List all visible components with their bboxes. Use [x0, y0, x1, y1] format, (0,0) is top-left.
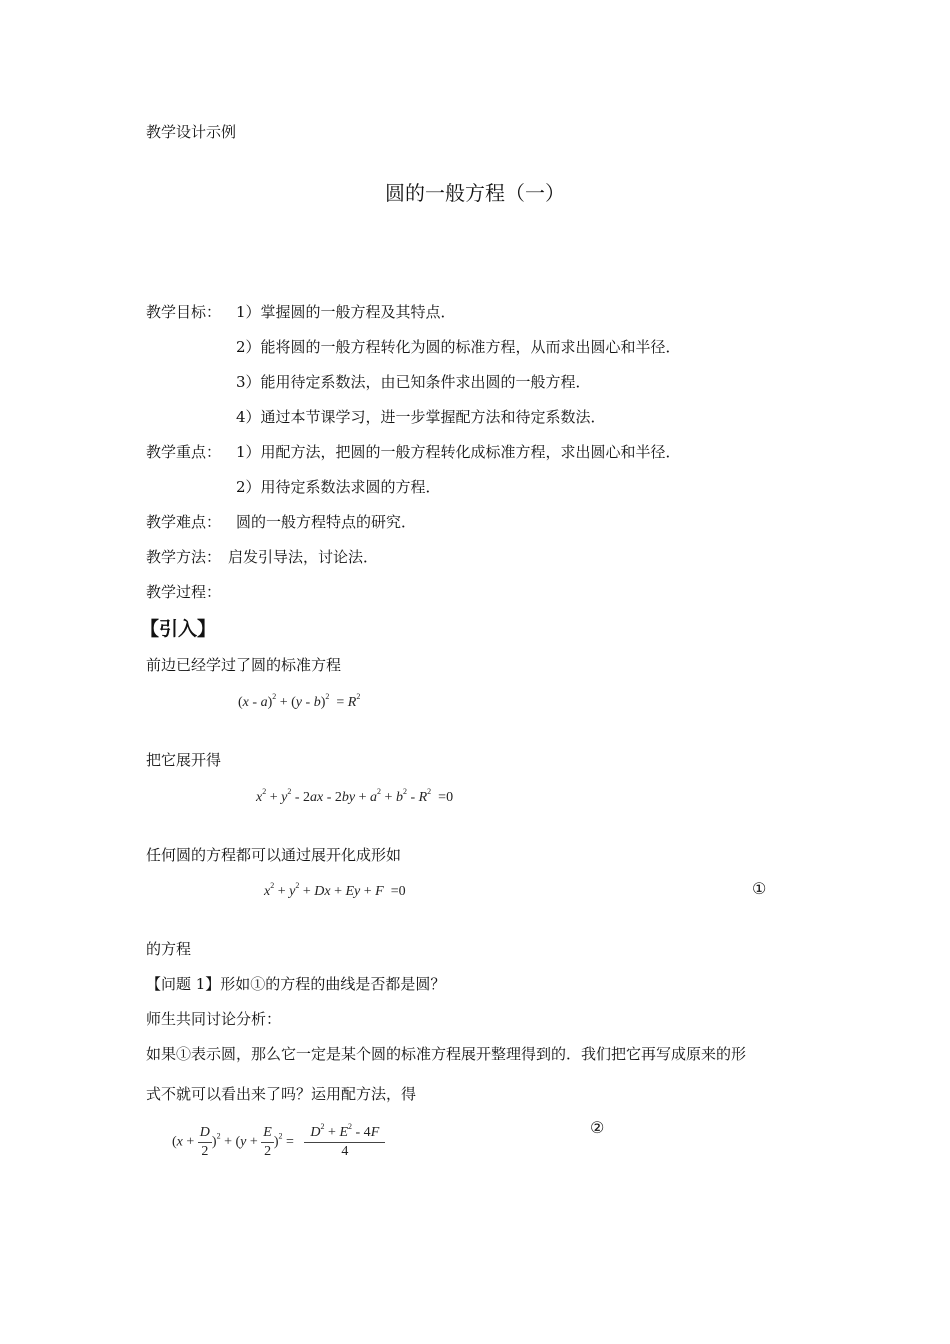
objectives-label: 教学目标：	[146, 303, 222, 321]
process-label: 教学过程：	[146, 583, 222, 601]
intro-paragraph: 前边已经学过了圆的标准方程	[146, 656, 342, 674]
objective-item: 4）通过本节课学习，进一步掌握配方法和待定系数法．	[236, 408, 606, 426]
key-point-item: 1）用配方法，把圆的一般方程转化成标准方程，求出圆心和半径．	[236, 443, 681, 461]
objective-item: 2）能将圆的一般方程转化为圆的标准方程，从而求出圆心和半径．	[236, 338, 681, 356]
intro-paragraph: 任何圆的方程都可以通过展开化成形如	[146, 846, 402, 864]
equation-marker-2: ②	[590, 1118, 605, 1137]
expanded-equation: $x^2 + y^2 - 2ax - 2by + a^2 + b^2 - R^2 =0$	[256, 787, 454, 805]
completed-square-equation: (x + $\frac{D}{2}$ )$^2$ + (y + $\frac{E}{2}$ )$^2$ = $\frac{D^2 + E^2 - 4F}{4}$	[172, 1124, 385, 1161]
general-equation: $x^2 + y^2 + Dx + Ey + F =0$	[264, 881, 406, 899]
key-points-label: 教学重点：	[146, 443, 222, 461]
intro-heading: 【引入】	[140, 618, 217, 640]
standard-equation: $(x - a)^2 + (y - b)^2 = R^2$	[238, 692, 361, 710]
document-title: 圆的一般方程（一）	[385, 181, 565, 205]
intro-paragraph: 式不就可以看出来了吗？运用配方法，得	[146, 1085, 417, 1103]
intro-paragraph: 的方程	[146, 940, 192, 958]
key-point-item: 2）用待定系数法求圆的方程．	[236, 478, 441, 496]
question-1: 【问题 1】形如①的方程的曲线是否都是圆？	[146, 975, 446, 993]
intro-paragraph: 如果①表示圆，那么它一定是某个圆的标准方程展开整理得到的．我们把它再写成原来的形	[146, 1045, 747, 1063]
equation-marker-1: ①	[752, 879, 767, 898]
method-text: 启发引导法，讨论法．	[228, 548, 379, 566]
objective-item: 3）能用待定系数法，由已知条件求出圆的一般方程．	[236, 373, 591, 391]
difficulty-text: 圆的一般方程特点的研究．	[236, 513, 417, 531]
objective-item: 1）掌握圆的一般方程及其特点．	[236, 303, 456, 321]
method-label: 教学方法：	[146, 548, 222, 566]
document-label: 教学设计示例	[146, 123, 237, 141]
intro-paragraph: 把它展开得	[146, 751, 222, 769]
intro-paragraph: 师生共同讨论分析：	[146, 1010, 282, 1028]
difficulty-label: 教学难点：	[146, 513, 222, 531]
